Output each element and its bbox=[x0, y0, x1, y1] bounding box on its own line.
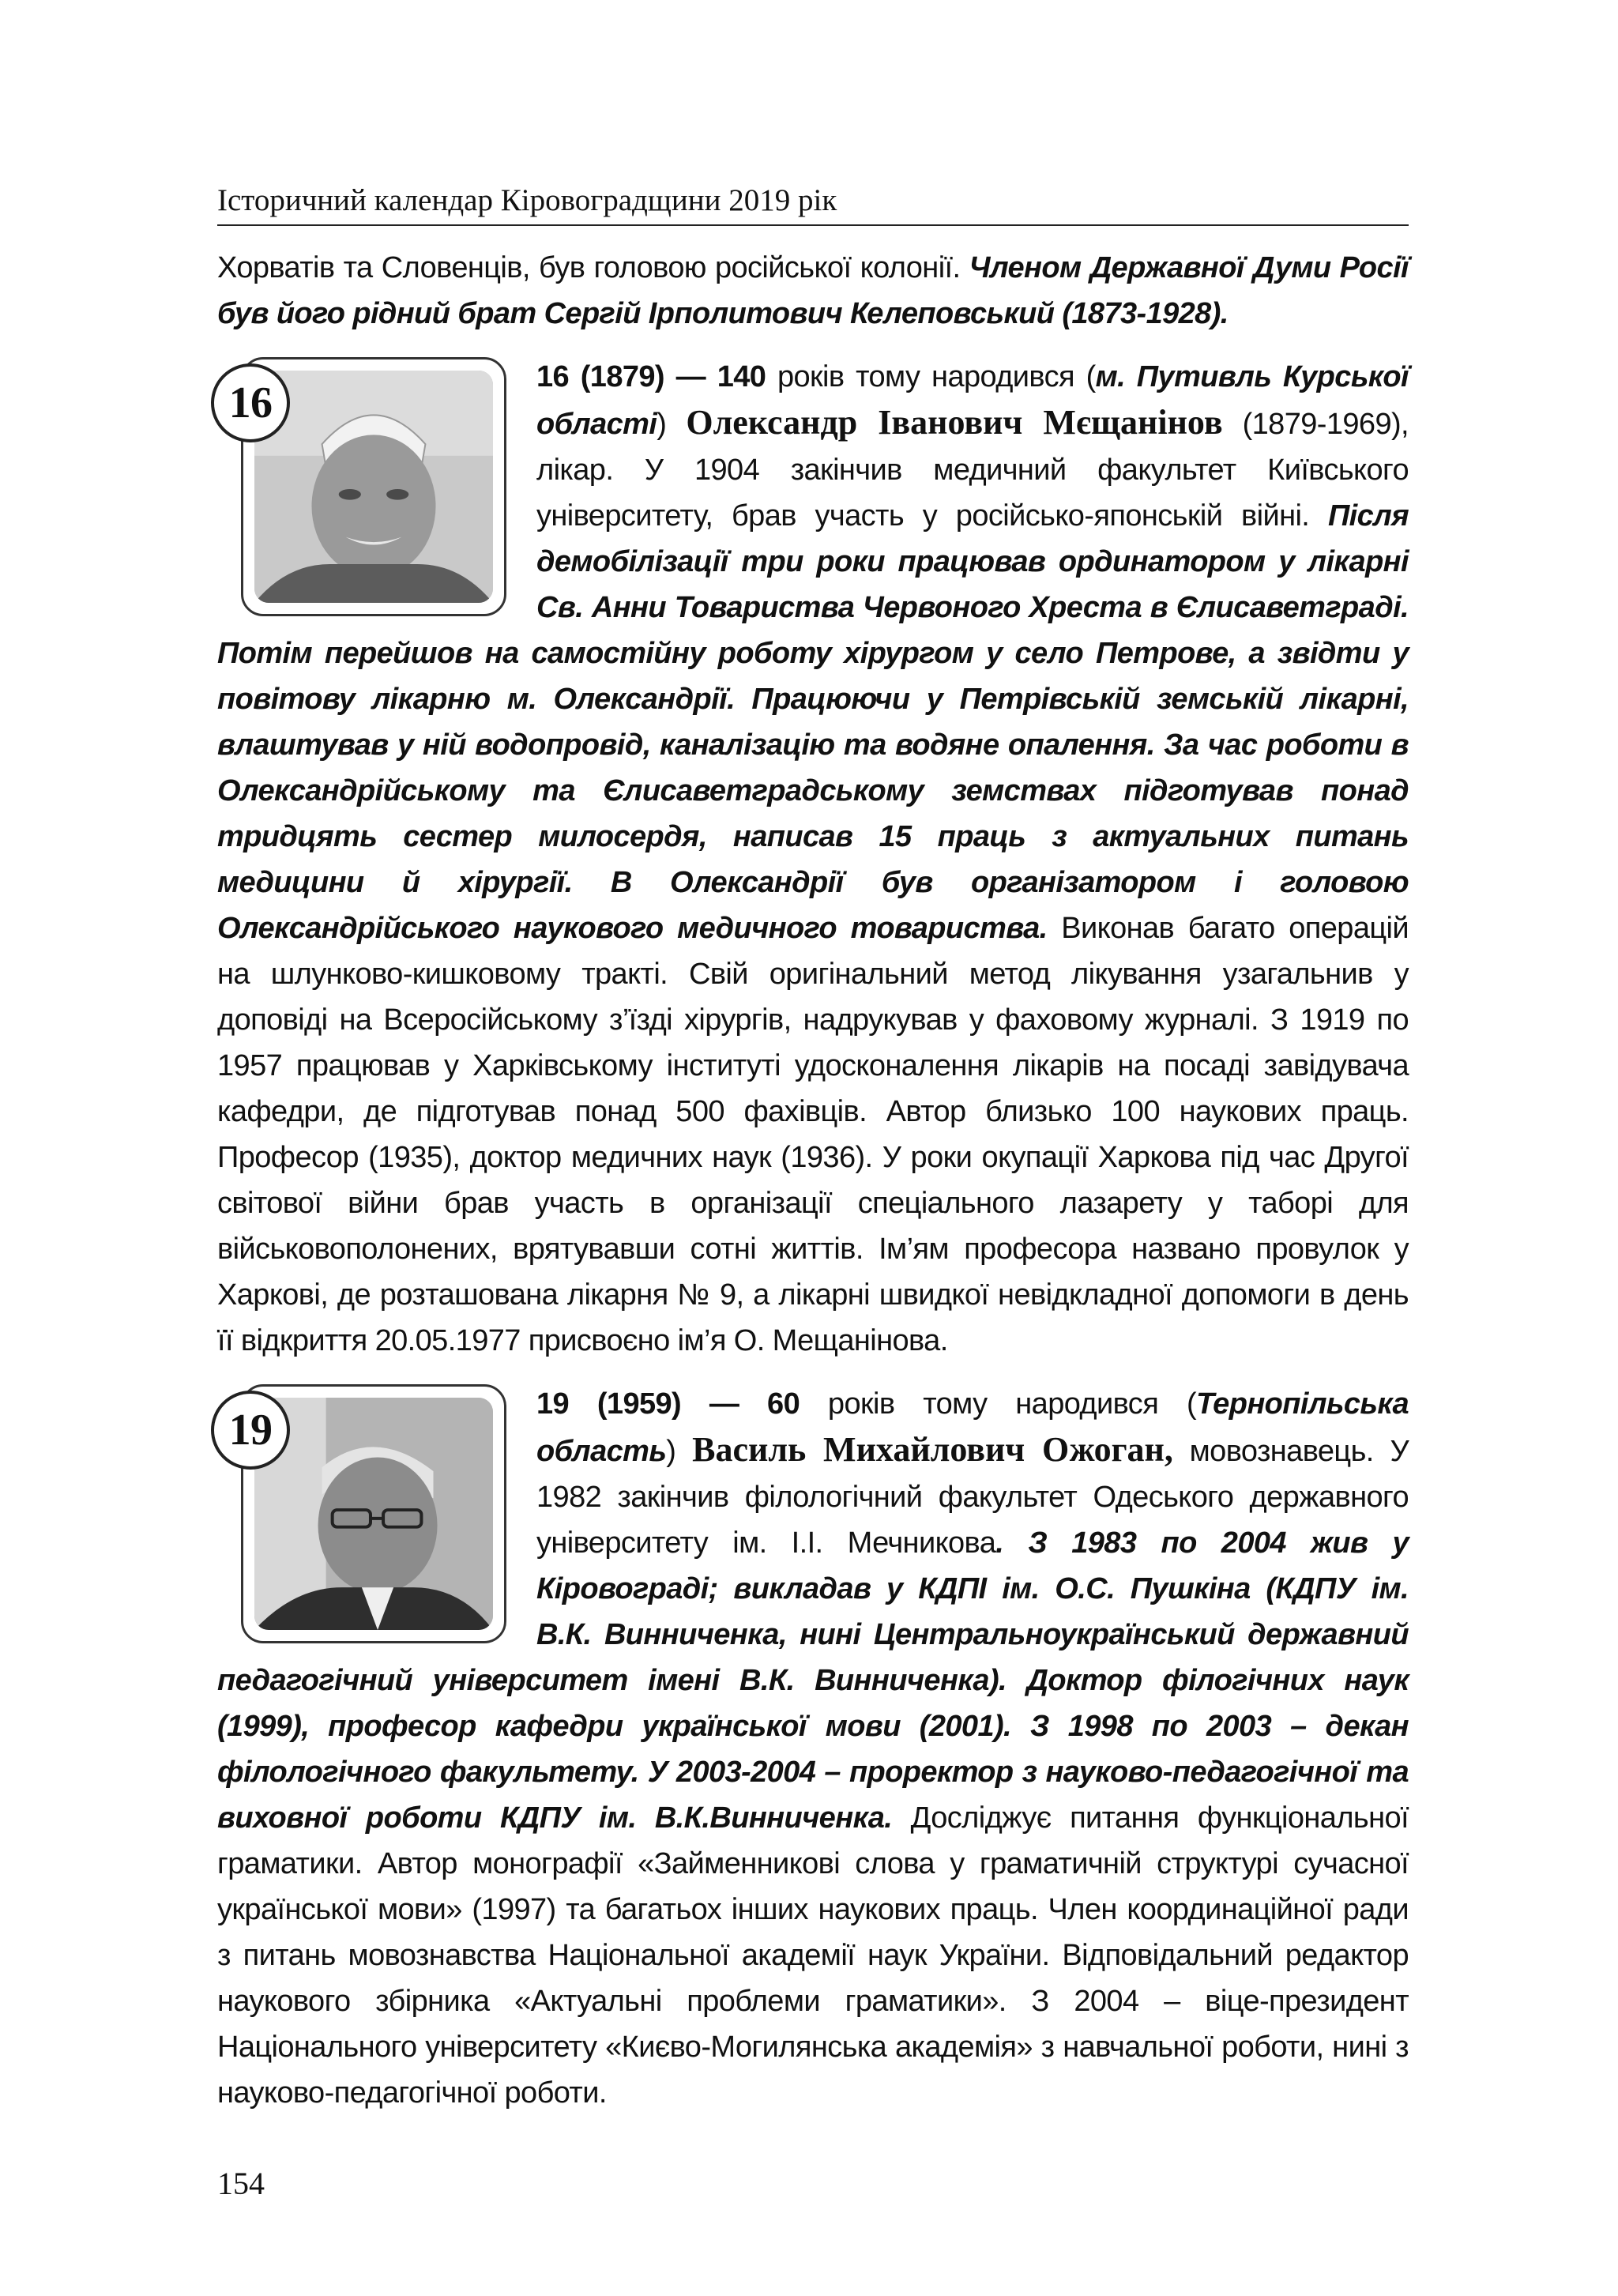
entry-figure bbox=[217, 357, 517, 618]
entry-bold-text: . З 1983 по 2004 жив у Кіровограді; викладав у КДПІ ім. О.С. Пушкіна (КДПУ ім. В.К. Винниченка, нині Центральноукраїнський державний педагогічний університет імені В.К. Винниченка). Доктор філогічних наук (1999), професор кафедри української мови (2001). З 1998 по 2003 – декан філологічного факультету. У 2003-2004 – проректор з науково-педагогічної та виховної роботи КДПУ ім. В.К.Винниченка. bbox=[217, 1526, 1409, 1835]
running-header: Історичний календар Кіровоградщини 2019 рік bbox=[217, 180, 1409, 226]
entry-bold-text: Після демобілізації три роки працював ординатором у лікарні Св. Анни Товариства Червоного Хреста в Єлисаветграді. Потім перейшов на самостійну роботу хірургом у село Петрове, а звідти у повітову лікарню м. Олександрії. Працюючи у Петрівській земській лікарні, влаштував у ній водопровід, каналізацію та водяне опалення. За час роботи в Олександрійському та Єлисаветградському земствах підготував понад тридцять сестер милосердя, написав 15 праць з актуальних питань медицини й хірургії. В Олександрії був організатором і головою Олександрійського наукового медичного товариства. bbox=[217, 499, 1409, 945]
entry-text: 16 (1879) — 140 років тому народився (м. Путивль Курської області) Олександр Іванович Мєщанінов (1879-1969), лікар. У 1904 закінчив медичний факультет Київського університету, брав участь у російсько-японській війні. Після демобілізації три роки працював ординатором у лікарні Св. Анни Товариства Червоного Хреста в Єлисаветграді. Потім перейшов на самостійну роботу хірургом у село Петрове, а звідти у повітову лікарню м. Олександрії. Працюючи у Петрівській земській лікарні, влаштував у ній водопровід, каналізацію та водяне опалення. За час роботи в Олександрійському та Єлисаветградському земствах підготував понад тридцять сестер милосердя, написав 15 праць з актуальних питань медицини й хірургії. В Олександрії був організатором і головою Олександрійського наукового медичного товариства. Виконав багато операцій на шлунково-кишковому тракті. Свій оригінальний метод лікування узагальнив у доповіді на Всеросійському з’їзді хірургів, надрукував у фаховому журналі. З 1919 по 1957 працював у Харківському інституті удосконалення лікарів на посаді завідувача кафедри, де підготував понад 500 фахівців. Автор близько 100 наукових праць. Професор (1935), доктор медичних наук (1936). У роки окупації Харкова під час Другої світової війни брав участь в організації спеціального лазарету у таборі для військовополонених, врятувавши сотні життів. Ім’ям професора названо провулок у Харкові, де розташована лікарня № 9, а лікарні швидкої невідкладної допомоги в день її відкриття 20.05.1977 присвоєно ім’я О. Мещанінова. bbox=[217, 360, 1409, 1357]
date-badge: 16 bbox=[211, 363, 290, 442]
date-badge: 19 bbox=[211, 1391, 290, 1470]
portrait-image-icon bbox=[254, 1398, 493, 1630]
entry-text: 19 (1959) — 60 років тому народився (Тернопільська область) Василь Михайлович Ожоган, мовознавець. У 1982 закінчив філологічний факультет Одеського державного університету ім. І.І. Мечникова. З 1983 по 2004 жив у Кіровограді; викладав у КДПІ ім. О.С. Пушкіна (КДПУ ім. В.К. Винниченка, нині Центральноукраїнський державний педагогічний університет імені В.К. Винниченка). Доктор філогічних наук (1999), професор кафедри української мови (2001). З 1998 по 2003 – декан філологічного факультету. У 2003-2004 – проректор з науково-педагогічної та виховної роботи КДПУ ім. В.К.Винниченка. Досліджує питання функціональної граматики. Автор монографії «Займенникові слова у граматичній структурі сучасної української мови» (1997) та багатьох інших наукових праць. Член координаційної ради з питань мовознавства Національної академії наук України. Відповідальний редактор наукового збірника «Актуальні проблеми граматики». З 2004 – віце-президент Національного університету «Києво-Могилянська академія» з навчальної роботи, нині з науково-педагогічної роботи. bbox=[217, 1387, 1409, 2110]
portrait-photo bbox=[254, 371, 493, 603]
entry-place: м. Путивль Курської області bbox=[536, 360, 1409, 441]
portrait-photo bbox=[254, 1398, 493, 1630]
entry-person-name: Василь Михайлович Ожоган, bbox=[692, 1430, 1173, 1469]
portrait-image-icon bbox=[254, 371, 493, 603]
page-number: 154 bbox=[217, 2166, 265, 2201]
intro-paragraph bbox=[217, 245, 1409, 337]
intro-bold-text: Членом Державної Думи Росії був його рідний брат Сергій Ipполитович Келеповський (1873-1928). bbox=[217, 251, 1409, 330]
intro-text: Хорватів та Словенців, був головою російської колонії. bbox=[217, 251, 969, 284]
entry-place: Тернопільська область bbox=[536, 1387, 1409, 1468]
entry-date: 19 (1959) — 60 bbox=[536, 1387, 800, 1421]
entry-19 bbox=[217, 1381, 1409, 2116]
entry-date: 16 (1879) — 140 bbox=[536, 360, 766, 393]
page-body bbox=[217, 245, 1409, 2116]
entry-person-name: Олександр Іванович Мєщанінов bbox=[686, 403, 1223, 442]
entry-16 bbox=[217, 354, 1409, 1364]
entry-figure bbox=[217, 1384, 517, 1645]
